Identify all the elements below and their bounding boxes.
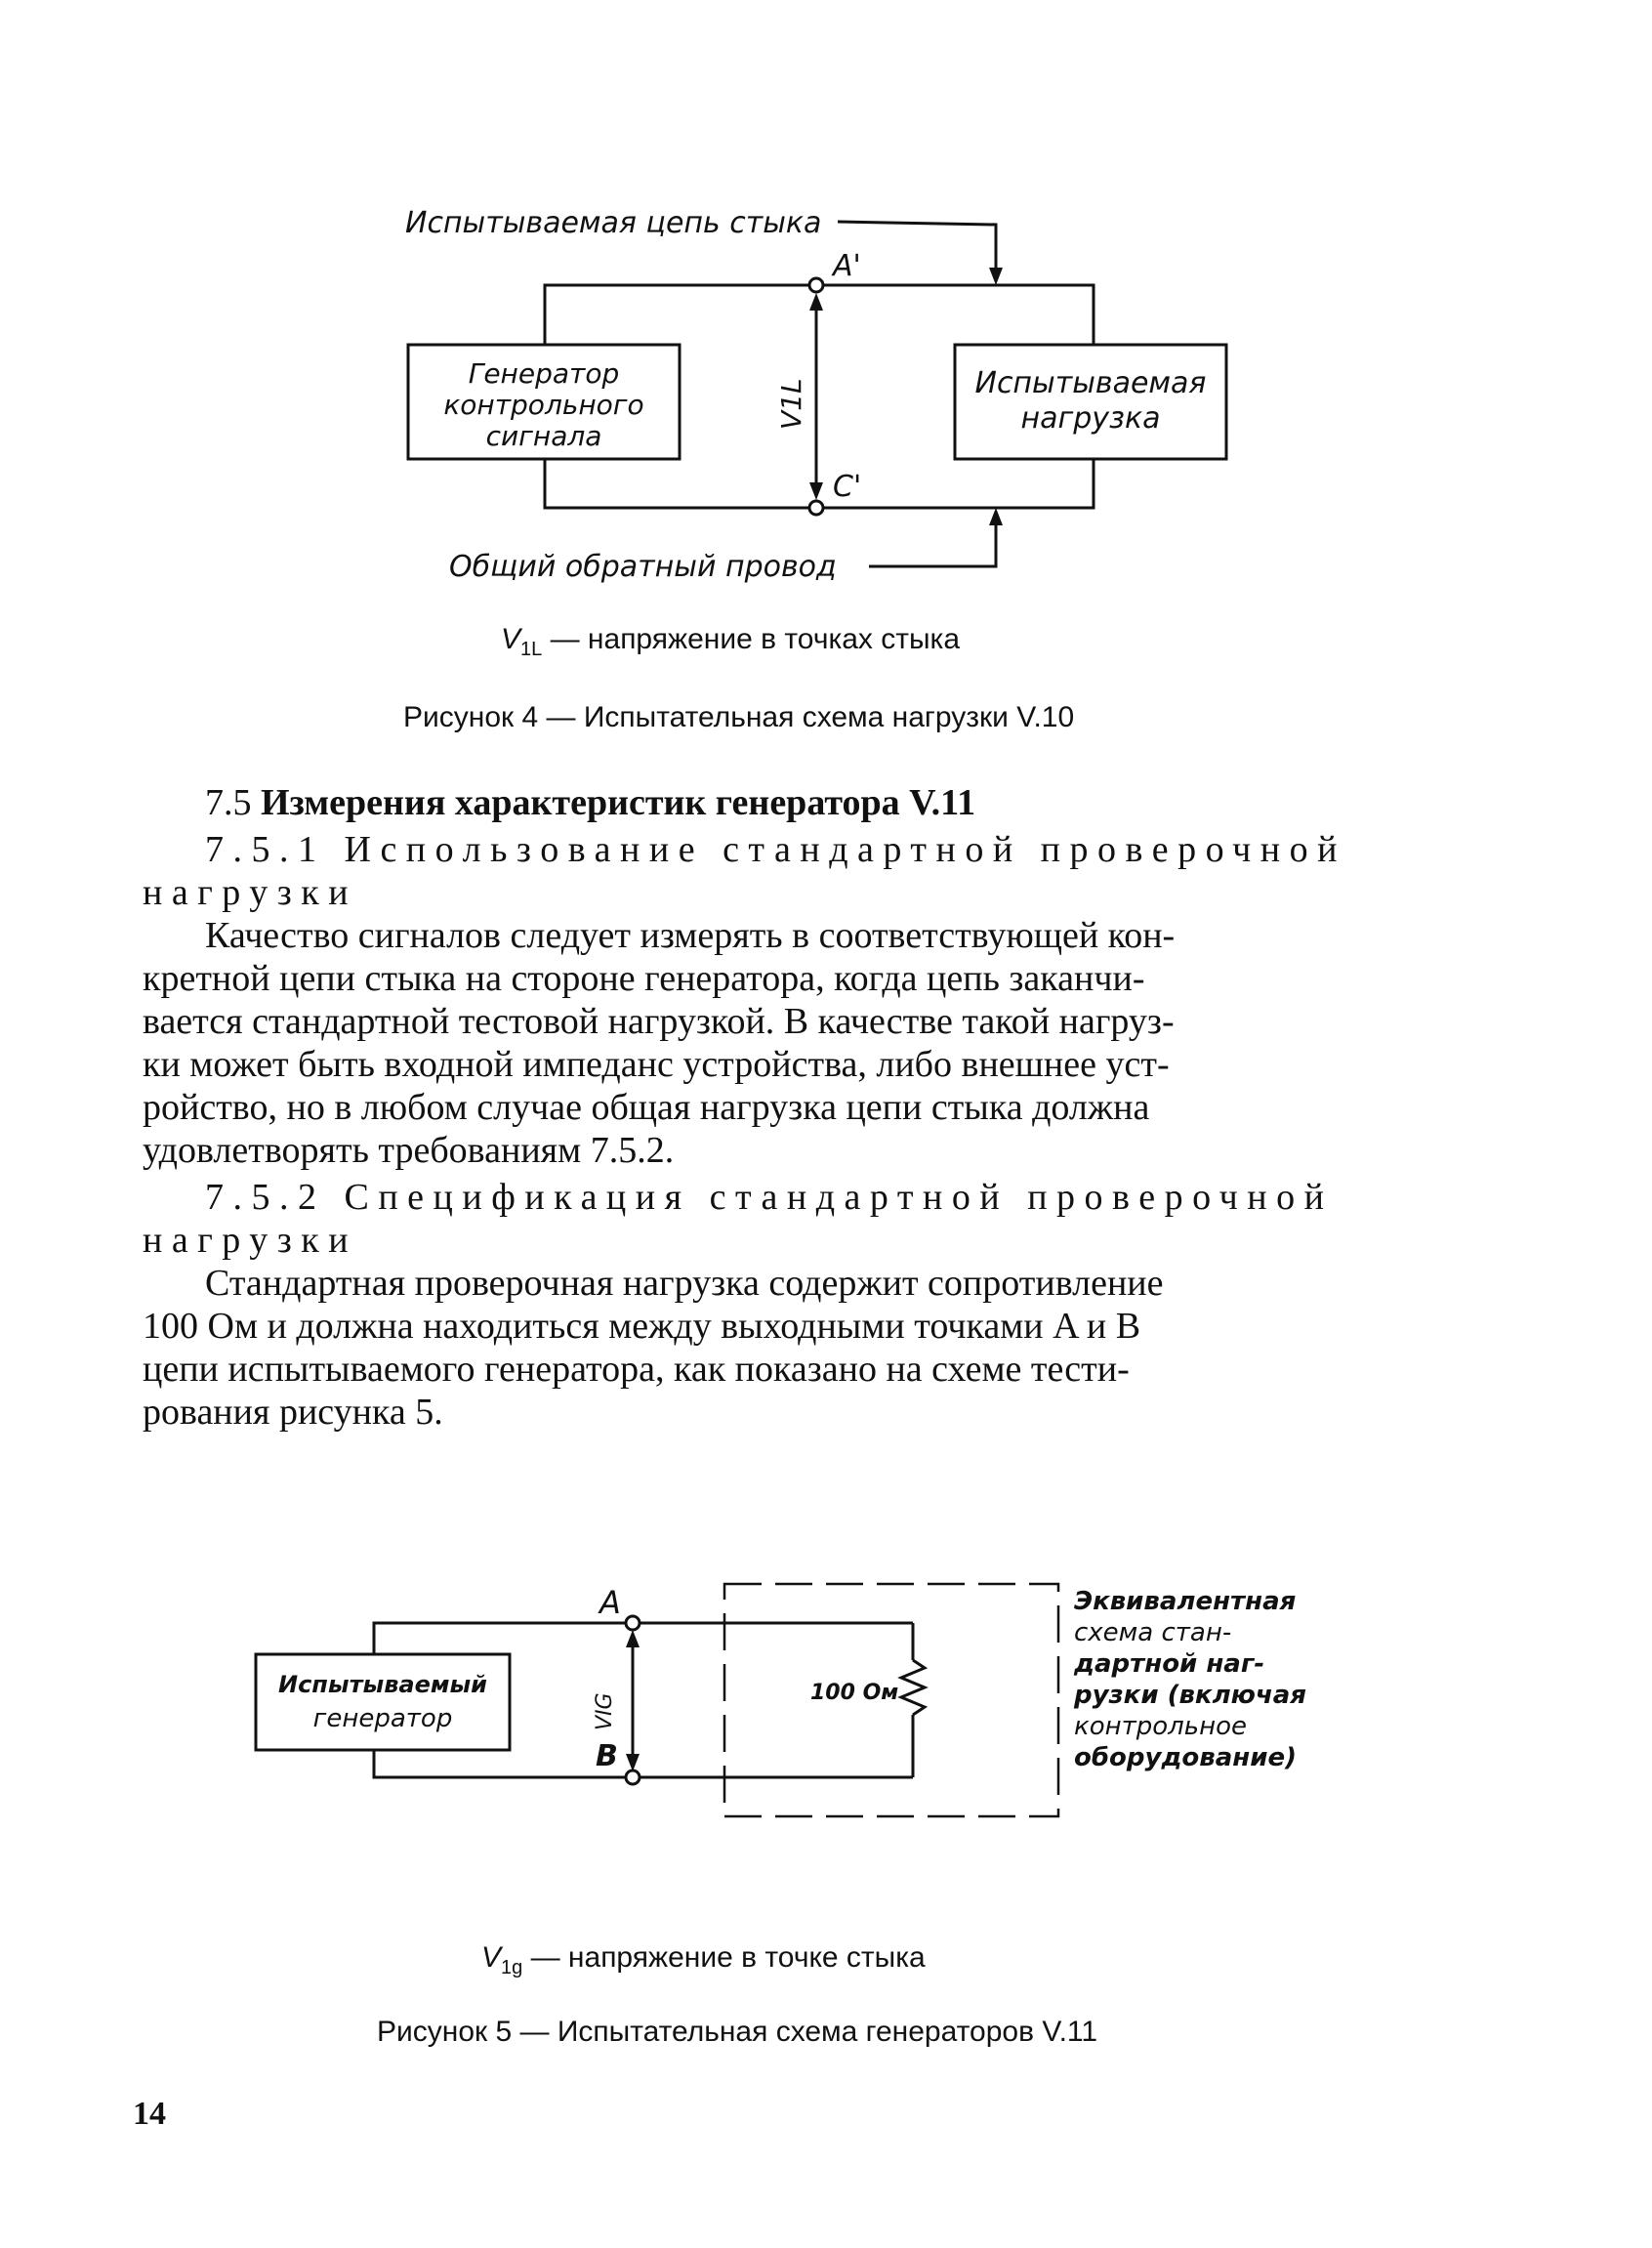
fig4-gen-line3: сигнала [485,420,602,452]
fig4-voltage-label: V1L [775,378,807,430]
fig5-caption: Рисунок 5 — Испытательная схема генераторов V.11 [377,2016,1098,2048]
fig4-legend-symbol: V [501,623,521,655]
fig5-gen-line2: генератор [312,1704,453,1733]
fig5-legend-symbol: V [481,1941,502,1974]
fig5-point-b: B [596,1739,618,1773]
fig5-gen-line1: Испытываемый [277,1671,488,1698]
fig5-arrowhead-up [626,1630,640,1647]
subsection-2-title-line1: 7.5.2 Спецификация стандартной проверочной [205,1177,1334,1218]
dashed-box-label-line3: дартной наг- [1074,1649,1265,1679]
dashed-box-label-line1: Эквивалентная [1074,1587,1297,1616]
paragraph-line: Качество сигналов следует измерять в соответствующей кон- [205,915,1176,956]
paragraph-line: ки может быть входной импеданс устройства, либо внешнее уст- [143,1044,1170,1085]
fig4-top-label: Испытываемая цепь стыка [405,206,822,240]
terminal-b [626,1770,640,1784]
fig4-caption: Рисунок 4 — Испытательная схема нагрузки V.10 [403,701,1075,733]
terminal-a [626,1616,640,1630]
fig5-point-a: A [599,1584,621,1621]
fig5-bottom-wire [374,1750,913,1777]
fig5-voltage-label: VIG [593,1692,617,1730]
resistor-zigzag [901,1660,925,1715]
fig4-point-c: C' [833,470,862,504]
fig4-gen-line2: контрольного [443,389,644,421]
dashed-box-label-line4: рузки (включая [1074,1681,1306,1710]
fig5-arrowhead-down [626,1754,640,1771]
fig4-legend-subscript: 1L [520,639,543,660]
fig5-legend [481,1941,926,1979]
paragraph-line: ройство, но в любом случае общая нагрузка цепи стыка должна [143,1087,1150,1128]
subsection-1-title-line2: нагрузки [143,872,358,913]
subsection-2-title-line2: нагрузки [143,1220,358,1261]
paragraph-line: 100 Ом и должна находиться между выходными точками A и B [143,1306,1141,1347]
paragraph-line: кретной цепи стыка на стороне генератора, когда цепь заканчи- [143,958,1145,999]
paragraph-line: Стандартная проверочная нагрузка содержит сопротивление [205,1263,1164,1304]
dashed-box-label-line2: схема стан- [1074,1618,1232,1647]
fig5-top-wire [374,1623,913,1654]
dashed-box-label-line5: контрольное [1074,1712,1248,1741]
paragraph-line: вается стандартной тестовой нагрузкой. В качестве такой нагруз- [143,1001,1175,1042]
fig4-load-line1: Испытываемая [974,366,1207,400]
paragraph-line: рования рисунка 5. [143,1392,443,1433]
section-heading-number: 7.5 [205,782,261,823]
section-heading-text: Измерения характеристик генератора V.11 [261,782,976,823]
fig5-legend-subscript: 1g [501,1957,523,1978]
page-number: 14 [133,2096,166,2132]
fig5-generator-block [256,1654,510,1750]
fig5-legend-text: — напряжение в точке стыка [522,1941,926,1974]
subsection-1-title-line1: 7.5.1 Использование стандартной проверочной [205,829,1346,870]
fig4-legend-text: — напряжение в точках стыка [542,623,961,655]
fig4-point-a: A' [833,249,861,283]
dashed-box-label-line6: оборудование) [1074,1743,1297,1772]
fig4-gen-line1: Генератор [468,357,620,390]
paragraph-line: цепи испытываемого генератора, как показано на схеме тести- [143,1349,1130,1390]
fig4-load-line2: нагрузка [1020,401,1161,436]
fig4-bottom-label: Общий обратный провод [449,550,837,584]
resistor-label: 100 Ом [810,1681,899,1705]
paragraph-line: удовлетворять требованиям 7.5.2. [143,1130,675,1171]
